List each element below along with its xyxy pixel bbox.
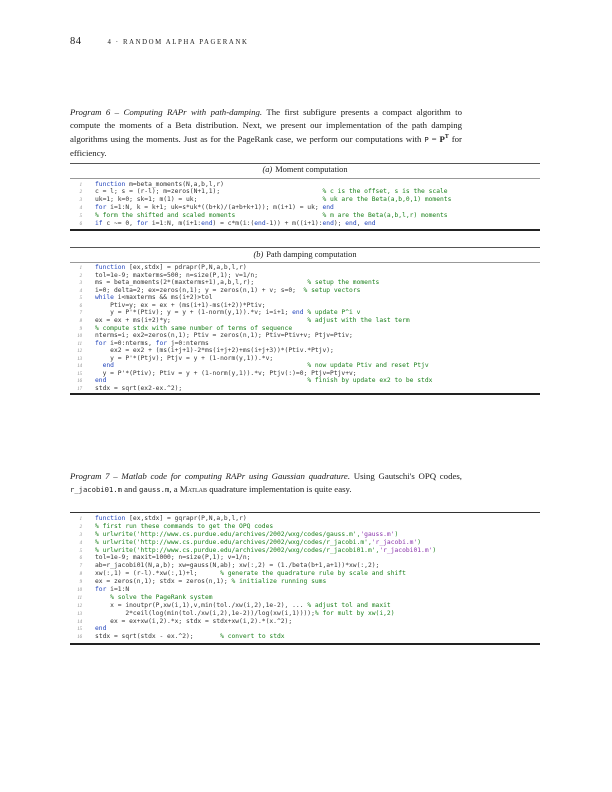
line-number: 9 xyxy=(79,580,82,586)
code-text: for xyxy=(95,204,107,212)
chapter-title: 4 · RANDOM ALPHA PAGERANK xyxy=(107,39,249,46)
listing-b-top-rule xyxy=(70,247,540,248)
code-line xyxy=(70,272,550,280)
code-text: m=beta_moments(N,a,b,l,r) xyxy=(125,180,224,188)
code-text: for xyxy=(95,339,107,347)
code-text: x = inoutpr(P,xw(i,1),v,min(tol./xw(i,2),1e-2), ... xyxy=(95,601,308,609)
program6-caption-body: The first subfigure presents a compact algorithm to compute the moments of a Beta distribution. Next, we present our implementation of the path damping algorithms using the moments. Just as for the PageRank case, we perform our computations with xyxy=(70,107,462,145)
code-line xyxy=(70,633,550,641)
code-text: Ptiv=y; ex = ex + (ms(i+1)-ms(i+2))*Ptiv; xyxy=(95,301,266,309)
program6-caption-code-P: P xyxy=(424,135,429,145)
program7-caption-code1: r_jacobi01.m xyxy=(70,484,122,494)
code-text: while xyxy=(95,294,114,302)
listing-b-caption xyxy=(70,250,540,259)
code-comment: % for mult by xw(i,2) xyxy=(314,609,395,617)
code-text: i=0; delta=2; ex=zeros(n,1); y = zeros(n,1) + v; s=0; xyxy=(95,286,296,294)
listing-a-caption xyxy=(70,165,540,174)
line-number: 5 xyxy=(79,214,82,220)
code-text: 'r_jacobi01.m' xyxy=(379,546,433,554)
code-text: [ex,stdx] = pdrapr(P,N,a,b,l,r) xyxy=(125,264,247,271)
code-text: i=1:N, k = k+1; uk=s*uk*((b+k)/(a+b+k+1)); m(i+1) = uk; xyxy=(106,204,323,212)
code-comment: ) xyxy=(432,546,437,554)
code-text: if xyxy=(95,219,103,227)
code-comment: % c is the offset, s is the scale xyxy=(322,188,448,196)
code-text: for xyxy=(95,586,107,594)
code-line xyxy=(70,302,550,310)
page-number: 84 xyxy=(70,36,82,47)
code-text: end xyxy=(95,377,107,385)
code-text: end xyxy=(364,219,376,227)
line-number: 16 xyxy=(77,635,82,641)
code-line xyxy=(70,309,550,317)
code-line xyxy=(70,515,550,523)
line-number: 6 xyxy=(79,556,82,562)
line-number: 6 xyxy=(79,303,82,309)
listing-b-mid-rule xyxy=(70,262,540,263)
code-text: 2*ceil(log(min(tol./xw(i,2),1e-2))/log(xw(i,1)))); xyxy=(95,609,315,617)
code-text: ab=r_jacobi01(N,a,b); xw=gauss(N,ab); xw(:,2) = (1./beta(b+1,a+1))*xw(:,2); xyxy=(95,562,380,570)
code-text: i=1:N xyxy=(106,586,130,594)
program6-caption-tail: for efficiency. xyxy=(70,134,462,159)
code-line xyxy=(70,570,550,578)
code-text xyxy=(220,188,322,195)
code-text: -1)) + m((i+1): xyxy=(265,219,323,227)
code-text: end xyxy=(345,219,357,227)
code-line xyxy=(70,340,550,348)
line-number: 14 xyxy=(77,364,82,370)
line-number: 2 xyxy=(79,273,82,279)
program6-caption-equals: = xyxy=(428,134,440,145)
code-text: function xyxy=(95,515,126,522)
code-text: c = l; s = (r-l); m=zeros(N+1,1); xyxy=(95,188,221,196)
code-line xyxy=(70,188,550,196)
code-text: y = P'*(Ptiv); Ptiv = y + (1-norm(y,1)).*v; Ptjv(:)=0; Ptjv=Ptjv+v; xyxy=(95,369,357,377)
line-number: 13 xyxy=(77,611,82,617)
program6-caption-bold-P xyxy=(440,134,449,144)
code-text: function xyxy=(95,180,126,188)
code-text xyxy=(171,317,307,324)
listing-b-bottom-rule xyxy=(70,393,540,395)
code-text xyxy=(95,594,110,601)
code-line xyxy=(70,554,550,562)
line-number: 1 xyxy=(79,266,82,271)
line-number: 1 xyxy=(79,517,82,522)
code-text: end xyxy=(95,625,107,633)
code-line xyxy=(70,279,550,287)
code-comment: % m are the Beta(a,b,l,r) moments xyxy=(322,212,448,220)
code-comment: % uk are the Beta(a,b,0,1) moments xyxy=(322,196,452,204)
code-text: , xyxy=(356,219,365,227)
listing-7-bottom-rule xyxy=(70,643,540,645)
code-comment: % finish by update ex2 to be stdx xyxy=(307,377,433,385)
code-comment: % solve the PageRank system xyxy=(110,593,213,601)
line-number: 9 xyxy=(79,326,82,332)
listing-a-mid-rule xyxy=(70,178,540,179)
line-number: 11 xyxy=(77,341,82,347)
code-text: ex = ex + ms(i+2)*y; xyxy=(95,316,171,324)
code-text: ) = c*m(i:( xyxy=(212,219,255,227)
code-line xyxy=(70,539,550,547)
code-line xyxy=(70,531,550,539)
code-comment: % urlwrite('http://www.cs.purdue.edu/archives/2002/wxg/codes/r_jacobi01.m', xyxy=(95,546,380,554)
code-text: ex = ex+xw(i,2).*x; stdx = stdx+xw(i,2).*(x.^2); xyxy=(95,617,293,625)
code-comment: ) xyxy=(394,530,399,538)
code-line xyxy=(70,377,550,385)
code-line xyxy=(70,625,550,633)
line-number: 7 xyxy=(79,311,82,317)
code-text xyxy=(296,287,304,294)
line-number: 11 xyxy=(77,595,82,601)
code-text: stdx = sqrt(ex2-ex.^2); xyxy=(95,385,183,392)
code-text: end xyxy=(322,204,334,212)
code-comment: % compute stdx with same number of terms of sequence xyxy=(95,324,293,332)
code-text: stdx = sqrt(stdx - ex.^2); xyxy=(95,633,194,641)
line-number: 3 xyxy=(79,198,82,204)
code-text: ex = zeros(n,1); stdx = zeros(n,1); xyxy=(95,578,232,586)
listing-a-bottom-rule xyxy=(70,229,540,231)
code-text: 'r_jacobi.m' xyxy=(371,538,418,546)
code-text: uk=1; k=0; sk=1; m(1) = uk; xyxy=(95,196,198,204)
code-text: c ~= 0, xyxy=(102,219,137,227)
listing-a-label: (a) xyxy=(262,164,273,174)
listing-b-code xyxy=(70,264,550,393)
program6-caption-bold-P-sup: T xyxy=(444,134,449,141)
code-text: nterms=i; ex2=zeros(n,1); Ptiv = zeros(n,1); Ptiv=Ptiv+v; Ptjv=Ptiv; xyxy=(95,332,353,340)
code-text xyxy=(197,196,322,203)
line-number: 3 xyxy=(79,532,82,538)
code-text: for xyxy=(136,219,149,227)
code-line xyxy=(70,586,550,594)
line-number: 10 xyxy=(77,334,82,340)
line-number: 15 xyxy=(77,371,82,377)
line-number: 4 xyxy=(79,206,82,212)
code-text xyxy=(106,377,307,384)
line-number: 13 xyxy=(77,356,82,362)
code-line xyxy=(70,523,550,531)
listing-a-code xyxy=(70,181,550,228)
program7-caption-code2: gauss.m xyxy=(139,484,170,494)
code-text: y = P'*(Ptiv); y = y + (1-norm(y,1)).*v; i=i+1; xyxy=(95,309,293,317)
line-number: 17 xyxy=(77,387,82,392)
program6-caption xyxy=(70,106,462,160)
line-number: 8 xyxy=(79,572,82,578)
line-number: 7 xyxy=(79,564,82,570)
line-number: 8 xyxy=(79,318,82,324)
code-text: for xyxy=(155,339,168,347)
line-number: 4 xyxy=(79,540,82,546)
line-number: 4 xyxy=(79,288,82,294)
running-header xyxy=(70,36,248,47)
listing-7-code xyxy=(70,515,550,641)
listing-b-label: (b) xyxy=(253,249,264,259)
code-line xyxy=(70,181,550,189)
line-number: 6 xyxy=(79,221,82,227)
program7-caption-body2: and xyxy=(121,483,140,494)
code-text: tol=1e-9; maxit=1000; n=size(P,1); v=1/n; xyxy=(95,554,251,562)
code-text: end xyxy=(201,219,213,227)
line-number: 12 xyxy=(77,349,82,355)
code-line xyxy=(70,325,550,333)
code-text: tol=1e-9; maxterms=500; n=size(P,1); v=1/n; xyxy=(95,271,259,279)
line-number: 10 xyxy=(77,588,82,594)
code-comment: ) xyxy=(417,538,422,546)
code-text: ms = beta_moments(2*(maxterms+1),a,b,l,r); xyxy=(95,279,255,287)
line-number: 2 xyxy=(79,524,82,530)
code-line xyxy=(70,578,550,586)
code-comment: % adjust tol and maxit xyxy=(307,601,391,609)
code-text: ); xyxy=(333,219,346,227)
code-line xyxy=(70,362,550,370)
code-text: function xyxy=(95,264,126,271)
code-line xyxy=(70,347,550,355)
code-line xyxy=(70,287,550,295)
code-text: end xyxy=(254,219,266,227)
code-line xyxy=(70,264,550,272)
code-text: end xyxy=(292,309,304,317)
program6-caption-bold-P-base: P xyxy=(439,134,445,145)
line-number: 15 xyxy=(77,627,82,633)
code-line xyxy=(70,317,550,325)
code-line xyxy=(70,294,550,302)
program7-caption-body3: , a xyxy=(169,483,180,494)
code-comment: % setup vectors xyxy=(303,286,361,294)
code-comment: % generate the quadrature rule by scale and shift xyxy=(220,570,406,578)
code-comment: % now update Ptiv and reset Ptjv xyxy=(307,362,429,370)
code-text: i=1:N, m(i+1: xyxy=(148,219,202,227)
line-number: 16 xyxy=(77,379,82,385)
code-text xyxy=(95,362,103,369)
program7-caption-body1: Using Gautschi's OPQ codes, xyxy=(350,471,462,481)
code-text: y = P'*(Ptjv); Ptjv = y + (1-norm(y,1)).*v; xyxy=(95,354,274,362)
listing-7-top-rule xyxy=(70,512,540,514)
code-line xyxy=(70,610,550,618)
line-number: 12 xyxy=(77,603,82,609)
code-line xyxy=(70,370,550,378)
listing-b-title: Path damping computation xyxy=(266,249,357,259)
program7-caption-lead: Program 7 – Matlab code for computing RAPr using Gaussian quadrature. xyxy=(70,471,351,481)
line-number: 3 xyxy=(79,281,82,287)
code-text: [ex,stdx] = gqrapr(P,N,a,b,l,r) xyxy=(125,515,247,522)
code-text: i=0:nterms, xyxy=(106,339,156,347)
code-comment: % setup the moments xyxy=(307,279,380,287)
program6-caption-lead: Program 6 – Computing RAPr with path-damping. xyxy=(70,107,263,117)
line-number: 5 xyxy=(79,296,82,302)
code-line xyxy=(70,547,550,555)
code-comment: % convert to stdx xyxy=(220,633,285,641)
code-comment: % adjust with the last term xyxy=(307,316,410,324)
code-text: 'gauss.m' xyxy=(360,530,395,538)
code-comment: % urlwrite('http://www.cs.purdue.edu/archives/2002/wxg/codes/gauss.m', xyxy=(95,530,361,538)
code-text: end xyxy=(322,219,334,227)
code-text: end xyxy=(102,362,114,370)
code-comment: % first run these commands to get the OPQ codes xyxy=(95,522,274,530)
line-number: 5 xyxy=(79,548,82,554)
code-line xyxy=(70,332,550,340)
code-line xyxy=(70,594,550,602)
code-line xyxy=(70,618,550,626)
code-line xyxy=(70,385,550,393)
program7-caption-matlab: Matlab xyxy=(179,483,208,494)
code-text: ex2 = ex2 + (ms(i+j+1)-2*ms(i+j+2)+ms(i+j+3))*(Ptiv.*Ptjv); xyxy=(95,347,334,355)
code-comment: % update P^i v xyxy=(307,309,361,317)
program7-caption xyxy=(70,470,462,496)
code-line xyxy=(70,204,550,212)
line-number: 14 xyxy=(77,619,82,625)
code-text xyxy=(194,633,221,640)
code-line xyxy=(70,602,550,610)
line-number: 2 xyxy=(79,190,82,196)
code-text: i<maxterms && ms(i+2)>tol xyxy=(113,294,213,302)
code-text: xw(:,1) = (r-l).*xw(:,1)+l; xyxy=(95,570,198,578)
code-text: j=0:nterms xyxy=(167,339,209,347)
code-line xyxy=(70,562,550,570)
code-comment: % form the shifted and scaled moments xyxy=(95,212,236,220)
program7-caption-body4: quadrature implementation is quite easy. xyxy=(207,483,352,494)
code-text xyxy=(254,279,307,286)
line-number: 1 xyxy=(79,182,82,188)
code-line xyxy=(70,220,550,228)
code-text xyxy=(114,362,307,369)
listing-a-title: Moment computation xyxy=(275,164,348,174)
code-line xyxy=(70,212,550,220)
code-comment: % urlwrite('http://www.cs.purdue.edu/archives/2002/wxg/codes/r_jacobi.m', xyxy=(95,538,372,546)
code-line xyxy=(70,196,550,204)
code-comment: % initialize running sums xyxy=(231,578,327,586)
code-line xyxy=(70,355,550,363)
code-text xyxy=(197,570,220,577)
code-text xyxy=(235,212,322,219)
